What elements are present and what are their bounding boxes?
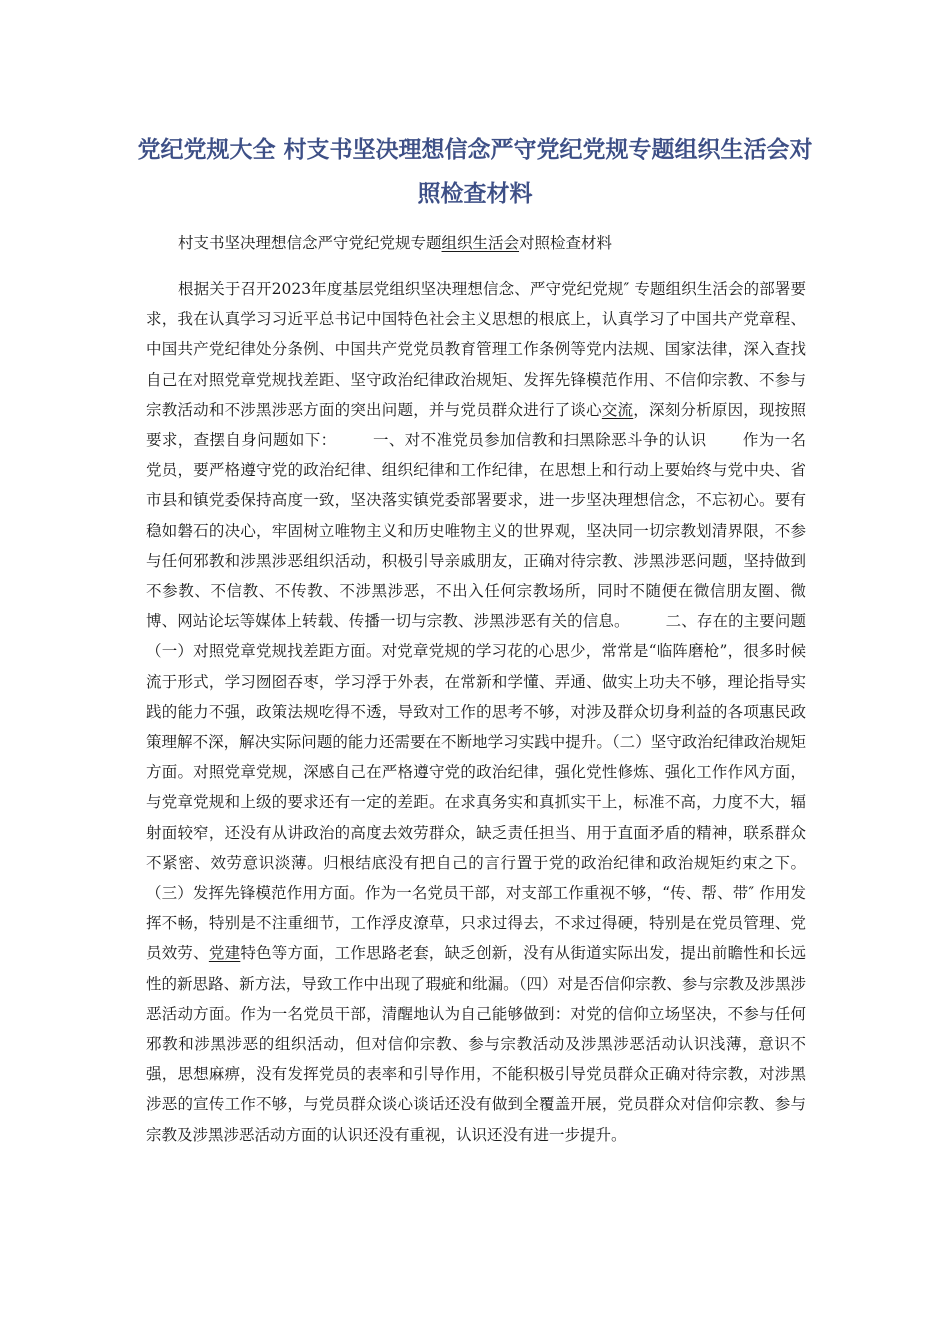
subtitle-text-after: 对照检查材料 [519, 234, 613, 252]
section-two-text: 二、存在的主要问题（一）对照党章党规找差距方面。对党章党规的学习花的心思少，常常是“临阵磨枪”，很多时候流于形式，学习囫囵吞枣，学习浮于外表，在常新和学懂、弄通、做实上功夫不够，理论指导实践的能力不强，政策法规吃得不透，导致对工作的思考不够，对涉及群众切身利益的各项惠民政策理解不深，解决实际问题的能力还需要在不断地学习实践中提升。（二）坚守政治纪律政治规矩方面。对照党章党规，深感自己在严格遵守党的政治纪律，强化党性修炼、强化工作作风方面，与党章党规和上级的要求还有一定的差距。在求真务实和真抓实干上，标准不高，力度不大，辐射面较窄，还没有从讲政治的高度去效劳群众，缺乏责任担当、用于直面矛盾的精神，联系群众不紧密、效劳意识淡薄。归根结底没有把自己的言行置于党的政治纪律和政治规矩约束之下。（三）发挥先锋模范作用方面。作为一名党员干部，对支部工作重视不够，“传、帮、带″ 作用发挥不畅，特别是不注重细节，工作浮皮潦草，只求过得去，不求过得硬，特别是在党员管理、党员效劳、 [146, 612, 806, 963]
section-two-text-continued: 特色等方面，工作思路老套，缺乏创新，没有从街道实际出发，提出前瞻性和长远性的新思路、新方法，导致工作中出现了瑕疵和纰漏。（四）对是否信仰宗教、参与宗教及涉黑涉恶活动方面。作为一名党员干部，清醒地认为自己能够做到：对党的信仰立场坚决，不参与任何邪教和涉黑涉恶的组织活动，但对信仰宗教、参与宗教活动及涉黑涉恶活动认识浅薄，意识不强，思想麻痹，没有发挥党员的表率和引导作用，不能积极引导党员群众正确对待宗教，对涉黑涉恶的宣传工作不够，与党员群众谈心谈话还没有做到全覆盖开展，党员群众对信仰宗教、参与宗教及涉黑涉恶活动方面的认识还没有重视，认识还没有进一步提升。 [146, 944, 806, 1144]
document-title: 党纪党规大全 村支书坚决理想信念严守党纪党规专题组织生活会对照检查材料 [137, 137, 813, 207]
subtitle-text-before: 村支书坚决理想信念严守党纪党规专题 [178, 234, 442, 252]
document-body [146, 274, 806, 1150]
body-link-party-building[interactable]: 党建 [208, 944, 241, 963]
body-intro-end: ，深刻分析原因，现按照要求，查摆自身问题如下： [146, 400, 806, 450]
section-one-text: 作为一名党员，要严格遵守党的政治纪律、组织纪律和工作纪律，在思想上和行动上要始终与党中央、省市县和镇党委保持高度一致，坚决落实镇党委部署要求，进一步坚决理想信念，不忘初心。要有稳如磐石的决心，牢固树立唯物主义和历史唯物主义的世界观，坚决同一切宗教划清界限，不参与任何邪教和涉黑涉恶组织活动，积极引导亲戚朋友，正确对待宗教、涉黑涉恶问题，坚持做到不参教、不信教、不传教、不涉黑涉恶，不出入任何宗教场所，同时不随便在微信朋友圈、微博、网站论坛等媒体上转载、传播一切与宗教、涉黑涉恶有关的信息。 [146, 431, 806, 631]
body-intro-text: 根据关于召开2023年度基层党组织坚决理想信念、严守党纪党规″ 专题组织生活会的部署要求，我在认真学习习近平总书记中国特色社会主义思想的根底上，认真学习了中国共产党章程、中国共产党纪律处分条例、中国共产党党员教育管理工作条例等党内法规、国家法律，深入查找自己在对照党章党规找差距、坚守政治纪律政治规矩、发挥先锋模范作用、不信仰宗教、不参与宗教活动和不涉黑涉恶方面的突出问题，并与党员群众进行了谈心 [146, 280, 806, 419]
section-one-heading: 一、对不准党员参加信教和扫黑除恶斗争的认识 [372, 431, 707, 450]
document-subtitle [178, 230, 838, 256]
subtitle-link-organization-life-meeting[interactable]: 组织生活会 [441, 234, 520, 252]
body-link-exchange[interactable]: 交流 [601, 400, 634, 419]
